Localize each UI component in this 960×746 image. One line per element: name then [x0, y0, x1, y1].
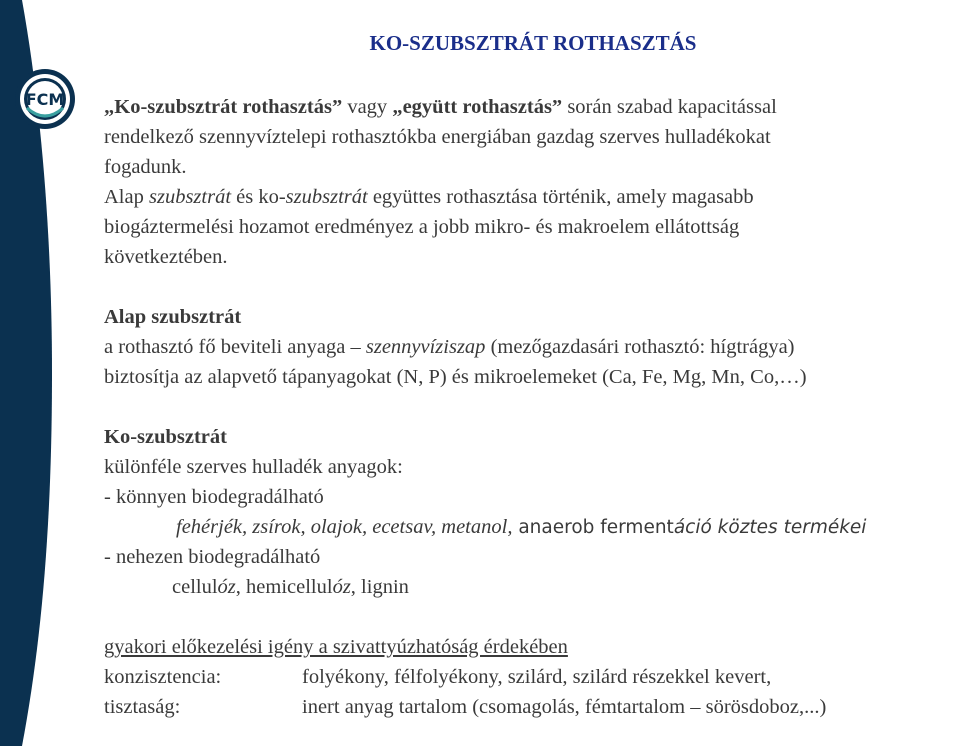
fcm-logo [14, 68, 76, 130]
ko-l5-e: , lignin [350, 576, 409, 598]
ko-heading: Ko-szubsztrát [104, 426, 227, 448]
intro-text-1: vagy [342, 96, 393, 118]
pre-row-value: folyékony, félfolyékony, szilárd, szilárd részekkel kevert, [302, 666, 772, 688]
pre-heading [104, 632, 954, 662]
alap-heading: Alap szubsztrát [104, 306, 242, 328]
pre-heading-text: gyakori előkezelési igény a szivattyúzhatóság érdekében [104, 636, 568, 658]
p2-a: Alap [104, 186, 149, 208]
intro-line-2: rendelkező szennyvíztelepi rothasztókba energiában gazdag szerves hulladékokat [104, 126, 771, 148]
pre-row-purity [104, 692, 954, 722]
alap-l1-c: (mezőgazdasári rothasztó: hígtrágya) [485, 336, 795, 358]
ko-l5-a: cellul [172, 576, 218, 598]
intro-text-2: során szabad kapacitással [562, 96, 777, 118]
ko-line-5 [104, 572, 954, 602]
p2-c: és ko- [231, 186, 286, 208]
intro-line-1 [104, 92, 954, 122]
ko-line-4: - nehezen biodegradálható [104, 546, 321, 568]
alap-line-1 [104, 332, 954, 362]
pre-row-label: konzisztencia: [104, 666, 222, 688]
p2-b: szubsztrát [148, 186, 232, 208]
intro-line-3: fogadunk. [104, 156, 187, 178]
intro-bold-2: „együtt rothasztás” [392, 96, 563, 118]
logo-text: FCM [25, 90, 65, 109]
p2-d: szubsztrát [285, 186, 368, 208]
ko-line-3 [104, 512, 954, 542]
ko-l5-c: , hemicellul [235, 576, 333, 598]
intro-line-5: biogáztermelési hozamot eredményez a jobb mikro- és makroelem ellátottság [104, 216, 740, 238]
ko-l3-a: fehérjék, zsírok, olajok, ecetsav, metanol, [176, 516, 513, 538]
ko-l5-b: óz [217, 576, 236, 598]
pre-row-value: inert anyag tartalom (csomagolás, fémtartalom – sörösdoboz,...) [302, 696, 827, 718]
ko-l5-d: óz [332, 576, 351, 598]
ko-l3-b: anaerob ferment [512, 517, 674, 538]
pre-row-label: tisztaság: [104, 696, 181, 718]
page-title: KO-SZUBSZTRÁT ROTHASZTÁS [369, 31, 697, 55]
ko-line-1: különféle szerves hulladék anyagok: [104, 456, 403, 478]
intro-line-4 [104, 182, 954, 212]
intro-line-6: következtében. [104, 246, 228, 268]
content [104, 92, 954, 722]
p2-e: együttes rothasztása történik, amely magasabb [367, 186, 754, 208]
alap-l1-b: szennyvíziszap [365, 336, 486, 358]
alap-line-2: biztosítja az alapvető tápanyagokat (N, P) és mikroelemeket (Ca, Fe, Mg, Mn, Co,…) [104, 366, 807, 388]
pre-row-consistency [104, 662, 954, 692]
ko-line-2: - könnyen biodegradálható [104, 486, 324, 508]
intro-bold-1: „Ko-szubsztrát rothasztás” [104, 96, 343, 118]
ko-l3-c: áció köztes termékei [673, 517, 867, 538]
alap-l1-a: a rothasztó fő beviteli anyaga – [104, 336, 366, 358]
